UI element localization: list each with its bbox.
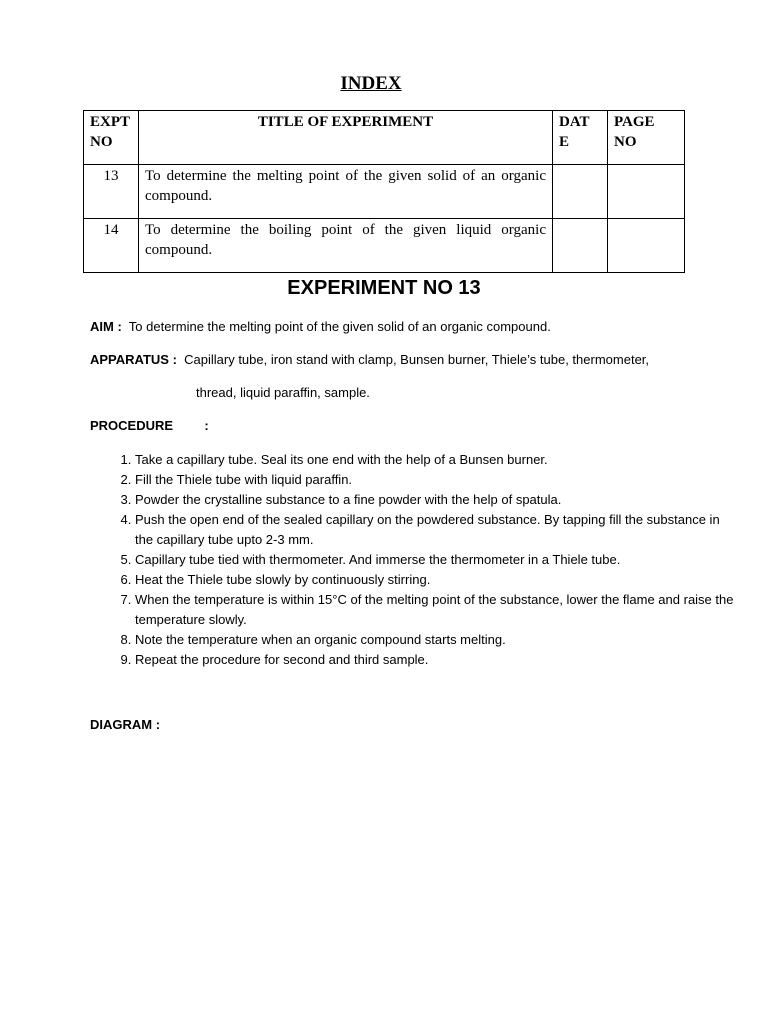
header-page-no: PAGE NO — [608, 111, 685, 165]
aim-label: AIM : — [90, 319, 122, 334]
procedure-heading — [90, 416, 209, 436]
procedure-colon: : — [204, 418, 209, 433]
table-header-row — [84, 111, 685, 165]
table-row — [84, 219, 685, 273]
procedure-step: 8. Note the temperature when an organic compound starts melting. — [135, 630, 735, 650]
procedure-step: 5. Capillary tube tied with thermometer. And immerse the thermometer in a Thiele tube. — [135, 550, 735, 570]
aim-text: To determine the melting point of the given solid of an organic compound. — [128, 319, 551, 334]
procedure-step: 6. Heat the Thiele tube slowly by continuously stirring. — [135, 570, 735, 590]
experiment-heading: EXPERIMENT NO 13 — [287, 277, 481, 299]
table-row — [84, 165, 685, 219]
row-date — [553, 165, 608, 219]
procedure-list — [90, 450, 735, 670]
row-expt-no: 14 — [84, 219, 139, 273]
apparatus-text-line2: thread, liquid paraffin, sample. — [196, 385, 370, 400]
row-expt-no: 13 — [84, 165, 139, 219]
procedure-step: 9. Repeat the procedure for second and third sample. — [135, 650, 735, 670]
header-expt-no: EXPT NO — [84, 111, 139, 165]
procedure-step: 7. When the temperature is within 15°C of the melting point of the substance, lower the flame and raise the temperature slowly. — [135, 590, 735, 630]
row-date — [553, 219, 608, 273]
header-title: TITLE OF EXPERIMENT — [139, 111, 553, 165]
header-date: DAT E — [553, 111, 608, 165]
diagram-label: DIAGRAM : — [90, 717, 161, 732]
row-title: To determine the melting point of the given solid of an organic compound. — [139, 165, 553, 219]
row-page — [608, 219, 685, 273]
row-title: To determine the boiling point of the given liquid organic compound. — [139, 219, 553, 273]
apparatus-text-line1: Capillary tube, iron stand with clamp, Bunsen burner, Thiele’s tube, thermometer, — [184, 352, 650, 367]
procedure-step: 2. Fill the Thiele tube with liquid paraffin. — [135, 470, 735, 490]
procedure-step: 1. Take a capillary tube. Seal its one end with the help of a Bunsen burner. — [135, 450, 735, 470]
aim-line — [90, 317, 551, 337]
apparatus-label: APPARATUS : — [90, 352, 177, 367]
procedure-label: PROCEDURE — [90, 418, 174, 433]
procedure-step: 3. Powder the crystalline substance to a fine powder with the help of spatula. — [135, 490, 735, 510]
apparatus-line — [90, 350, 649, 370]
index-table — [83, 110, 685, 273]
index-title: INDEX — [340, 73, 402, 94]
procedure-step: 4. Push the open end of the sealed capillary on the powdered substance. By tapping fill the substance in the capillary tube upto 2-3 mm. — [135, 510, 735, 550]
row-page — [608, 165, 685, 219]
